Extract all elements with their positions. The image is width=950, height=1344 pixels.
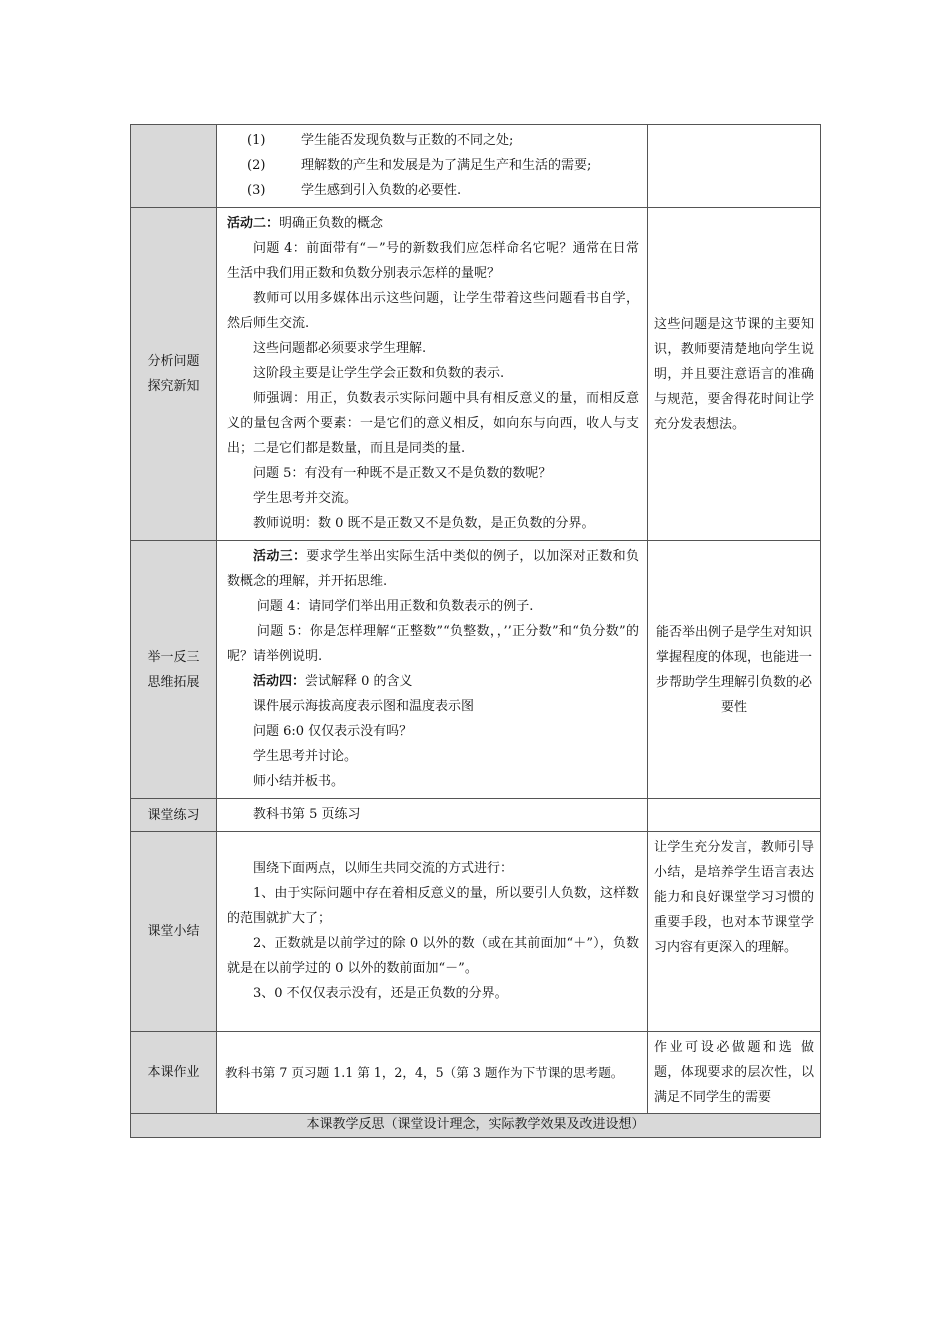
paragraph: 师强调：用正，负数表示实际问题中具有相反意义的量，而相反意义的量包含两个要素：一是它们的意义相反，如向东与向西，收人与支出；二是它们都是数量，而且是同类的量. bbox=[227, 391, 639, 456]
paragraph: 教师说明：数 0 既不是正数又不是负数，是正负数的分界。 bbox=[253, 516, 595, 531]
row-label-homework: 本课作业 bbox=[131, 1032, 217, 1114]
paragraph: 教科书第 7 页习题 1.1 第 1，2，4，5（第 3 题作为下节课的思考题。 bbox=[225, 1064, 624, 1080]
row-homework bbox=[131, 1032, 821, 1114]
examples-extension-content bbox=[217, 541, 648, 799]
paragraph: 问题 5：你是怎样理解“正整数”“负整数，，’’正分数”和“负分数”的呢？请举例说明. bbox=[227, 624, 639, 664]
homework-content bbox=[217, 1032, 648, 1114]
note-homework: 作业可设必做题和选 做题，体现要求的层次性，以满足不同学生的需要 bbox=[648, 1032, 821, 1114]
paragraph: 问题 5：有没有一种既不是正数又不是负数的数呢？ bbox=[253, 466, 552, 481]
activity-heading: 活动二：明确正负数的概念 bbox=[227, 216, 384, 231]
paragraph: 这些问题都必须要求学生理解. bbox=[253, 341, 427, 356]
note-examples-extension: 能否举出例子是学生对知识掌握程度的体现，也能进一步帮助学生理解引负数的必要性 bbox=[648, 541, 821, 799]
paragraph: 问题 4：前面带有“－”号的新数我们应怎样命名它呢？通常在日常生活中我们用正数和负数分别表示怎样的量呢？ bbox=[227, 241, 639, 281]
paragraph: 教科书第 5 页练习 bbox=[253, 807, 361, 822]
paragraph: 师小结并板书。 bbox=[253, 774, 345, 789]
row-label-summary: 课堂小结 bbox=[131, 832, 217, 1032]
lesson-plan-table bbox=[130, 124, 821, 1138]
activity-heading: 活动三：要求学生举出实际生活中类似的例子，以加深对正数和负数概念的理解，并开拓思维. bbox=[227, 549, 639, 589]
list-item: (3) 学生感到引入负数的必要性. bbox=[247, 183, 462, 198]
row-analyze-explore bbox=[131, 208, 821, 541]
paragraph: 围绕下面两点，以师生共同交流的方式进行： bbox=[253, 861, 514, 876]
summary-content bbox=[217, 832, 648, 1032]
row-label-examples-extension: 举一反三 思维拓展 bbox=[131, 541, 217, 799]
row-label-analyze-explore: 分析问题 探究新知 bbox=[131, 208, 217, 541]
paragraph: 问题 6:0 仅仅表示没有吗？ bbox=[253, 724, 413, 739]
practice-content bbox=[217, 799, 648, 832]
row-label-empty bbox=[131, 125, 217, 208]
list-item: (2) 理解数的产生和发展是为了满足生产和生活的需要; bbox=[247, 158, 592, 173]
note-empty bbox=[648, 125, 821, 208]
note-summary: 让学生充分发言，教师引导小结，是培养学生语言表达能力和良好课堂学习习惯的重要手段，也对本节课堂学习内容有更深入的理解。 bbox=[648, 832, 821, 1032]
evaluation-items-cell bbox=[217, 125, 648, 208]
paragraph: 2、正数就是以前学过的除 0 以外的数（或在其前面加“＋”），负数就是在以前学过的 0 以外的数前面加“－”。 bbox=[227, 936, 639, 976]
row-reflection bbox=[131, 1114, 821, 1138]
analyze-explore-content bbox=[217, 208, 648, 541]
lesson-plan-table-wrapper bbox=[130, 124, 820, 1138]
paragraph: 学生思考并交流。 bbox=[253, 491, 358, 506]
paragraph: 3、0 不仅仅表示没有，还是正负数的分界。 bbox=[253, 986, 508, 1001]
reflection-heading: 本课教学反思（课堂设计理念，实际教学效果及改进设想） bbox=[131, 1114, 821, 1138]
row-summary bbox=[131, 832, 821, 1032]
row-evaluation-items bbox=[131, 125, 821, 208]
paragraph: 教师可以用多媒体出示这些问题，让学生带着这些问题看书自学，然后师生交流. bbox=[227, 291, 639, 331]
row-practice bbox=[131, 799, 821, 832]
paragraph: 这阶段主要是让学生学会正数和负数的表示. bbox=[253, 366, 505, 381]
activity-heading: 活动四：尝试解释 0 的含义 bbox=[253, 674, 413, 689]
paragraph: 问题 4：请同学们举出用正数和负数表示的例子. bbox=[256, 599, 534, 614]
note-analyze-explore: 这些问题是这节课的主要知识，教师要清楚地向学生说明，并且要注意语言的准确与规范，要舍得花时间让学充分发表想法。 bbox=[648, 208, 821, 541]
note-empty bbox=[648, 799, 821, 832]
paragraph: 课件展示海拔高度表示图和温度表示图 bbox=[253, 699, 475, 714]
list-item: (1) 学生能否发现负数与正数的不同之处; bbox=[247, 133, 514, 148]
paragraph: 1、由于实际问题中存在着相反意义的量，所以要引人负数，这样数的范围就扩大了； bbox=[227, 886, 639, 926]
row-label-practice: 课堂练习 bbox=[131, 799, 217, 832]
row-examples-extension bbox=[131, 541, 821, 799]
paragraph: 学生思考并讨论。 bbox=[253, 749, 358, 764]
